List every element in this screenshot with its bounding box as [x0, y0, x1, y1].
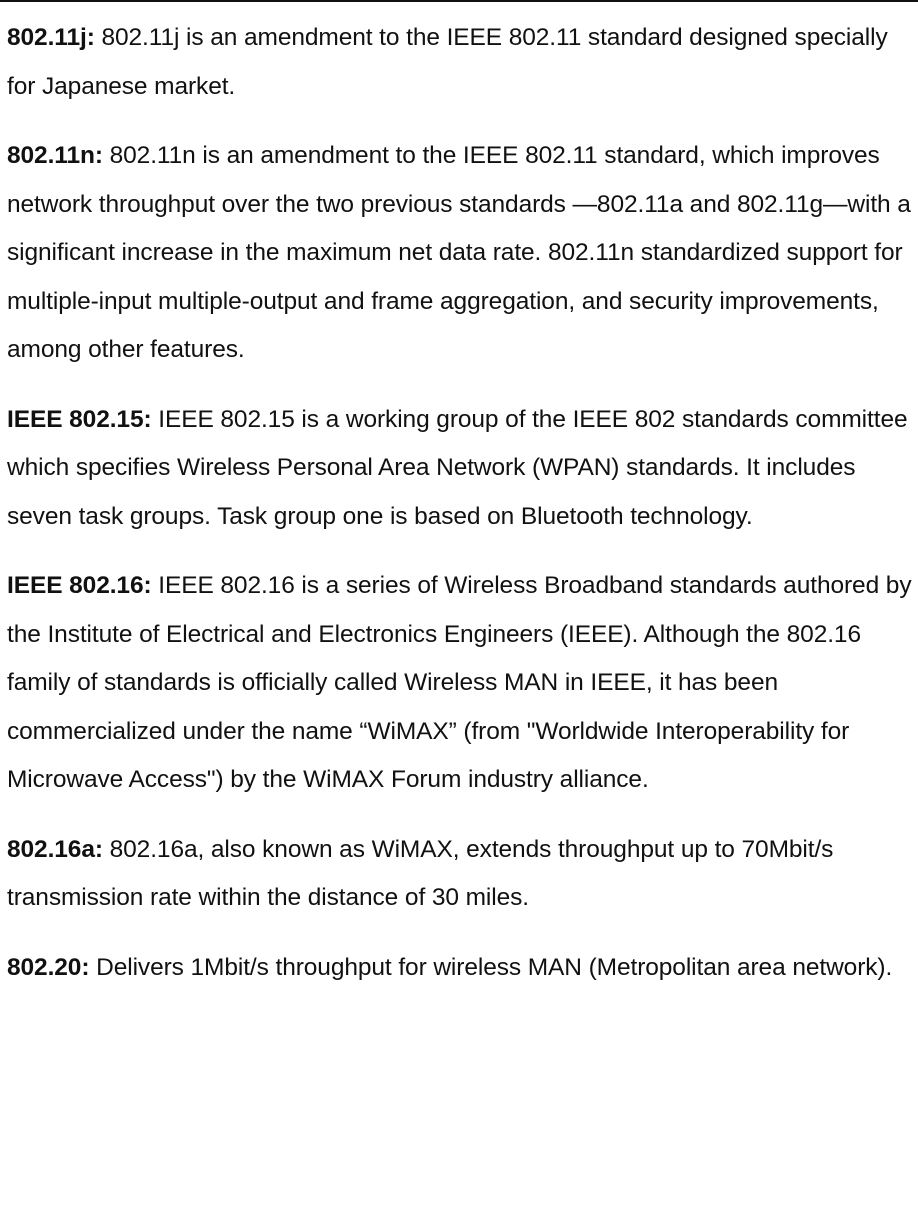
entry-text: IEEE 802.15 is a working group of the IEEE 802 standards committee which specifies Wireless Personal Area Network (WPAN) standards. It includes seven task groups. Task group one is based on Bluetooth technology. — [7, 405, 908, 530]
entry-term: 802.11j: — [7, 24, 95, 51]
entry-text: IEEE 802.16 is a series of Wireless Broadband standards authored by the Institute of Electrical and Electronics Engineers (IEEE). Although the 802.16 family of standards is officially called Wireless MAN in IEEE, it has been commercialized under the name “WiMAX” (from "Worldwide Interoperability for Microwave Access") by the WiMAX Forum industry alliance. — [7, 572, 912, 793]
entry-ieee-802-15 — [7, 396, 912, 542]
entry-term: 802.16a: — [7, 835, 103, 863]
entry-text: Delivers 1Mbit/s throughput for wireless MAN (Metropolitan area network). — [89, 953, 893, 981]
entry-text: 802.11j is an amendment to the IEEE 802.11 standard designed specially for Japanese market. — [7, 24, 888, 100]
entry-term: 802.11n: — [7, 142, 103, 169]
document-body — [7, 14, 912, 1013]
entry-ieee-802-16 — [7, 562, 912, 805]
entry-text: 802.16a, also known as WiMAX, extends throughput up to 70Mbit/s transmission rate within the distance of 30 miles. — [7, 835, 834, 911]
top-rule — [0, 0, 918, 2]
entry-term: IEEE 802.15: — [7, 405, 152, 433]
entry-text: 802.11n is an amendment to the IEEE 802.11 standard, which improves network throughput over the two previous standards —802.11a and 802.11g—with a significant increase in the maximum net data rate. 802.11n standardized support for multiple-input multiple-output and frame aggregation, and security improvements, among other features. — [7, 142, 911, 363]
entry-term: 802.20: — [7, 953, 90, 981]
entry-802-20 — [7, 944, 912, 993]
entry-term: IEEE 802.16: — [7, 572, 152, 599]
entry-802-16a — [7, 826, 912, 923]
entry-802-11j — [7, 14, 912, 111]
entry-802-11n — [7, 132, 912, 375]
